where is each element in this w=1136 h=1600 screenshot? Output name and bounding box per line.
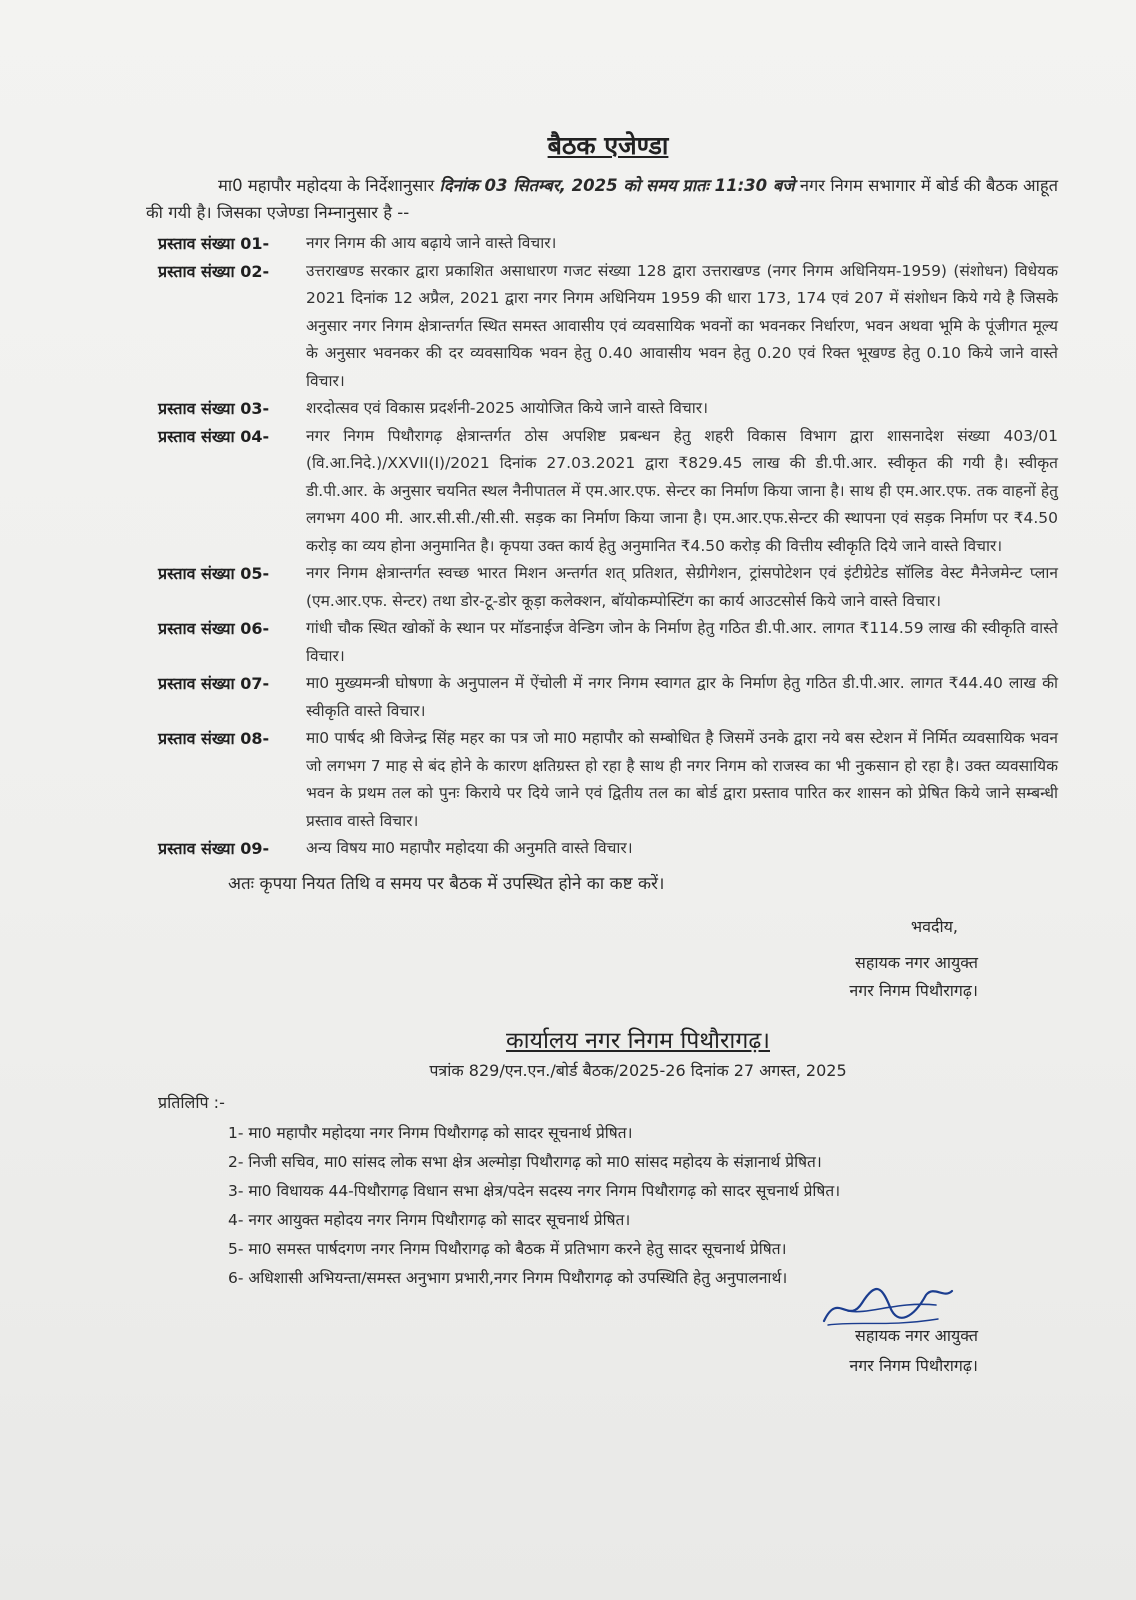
signature-block-2 (158, 1321, 978, 1381)
agenda-item (158, 615, 1058, 670)
document-title: बैठक एजेण्डा (547, 131, 669, 160)
agenda-item (158, 423, 1058, 561)
closing-line: अतः कृपया नियत तिथि व समय पर बैठक में उपस्थित होने का कष्ट करें। (228, 873, 665, 894)
intro-paragraph (146, 172, 1058, 226)
agenda-item-text: गांधी चौक स्थित खोकों के स्थान पर मॉडनाईज वेन्डिग जोन के निर्माण हेतु गठित डी.पी.आर. लागत ₹114.59 लाख की स्वीकृति वास्ते विचार। (306, 619, 1058, 665)
cc-list (228, 1119, 1058, 1293)
signatory-designation: सहायक नगर आयुक्त (855, 952, 978, 972)
signatory-designation-2: सहायक नगर आयुक्त (855, 1325, 978, 1345)
agenda-list (158, 230, 1058, 863)
valediction: भवदीय, (910, 916, 958, 936)
agenda-item-label: प्रस्ताव संख्या 09- (158, 839, 270, 858)
agenda-item-text: उत्तराखण्ड सरकार द्वारा प्रकाशित असाधारण गजट संख्या 128 द्वारा उत्तराखण्ड (नगर निगम अधिनियम-1959) (संशोधन) विधेयक 2021 दिनांक 12 अप्रैल, 2021 द्वारा नगर निगम अधिनियम 1959 की धारा 173, 174 एवं 207 में संशोधन किये गये है जिसके अनुसार नगर निगम क्षेत्रान्तर्गत स्थित समस्त आवासीय एवं व्यवसायिक भवनों का भवनकर निर्धारण, भवन अथवा भूमि के पूंजीगत मूल्य के अनुसार भवनकर की दर व्यवसायिक भवन हेतु 0.40 आवासीय भवन हेतु 0.20 एवं रिक्त भूखण्ड हेतु 0.10 किये जाने वास्ते विचार। (306, 261, 1058, 390)
agenda-item-text: मा0 मुख्यमन्त्री घोषणा के अनुपालन में ऐंचोली में नगर निगम स्वागत द्वार के निर्माण हेतु गठित डी.पी.आर. लागत ₹44.40 लाख की स्वीकृति वास्ते विचार। (306, 674, 1058, 720)
agenda-item-text: नगर निगम की आय बढ़ाये जाने वास्ते विचार। (306, 234, 557, 252)
signatory-office: नगर निगम पिथौरागढ़। (849, 980, 978, 1000)
agenda-item-label: प्रस्ताव संख्या 05- (158, 564, 270, 583)
cc-item: 4- नगर आयुक्त महोदय नगर निगम पिथौरागढ़ को सादर सूचनार्थ प्रेषित। (228, 1210, 631, 1229)
agenda-item (158, 560, 1058, 615)
signatory-office-2: नगर निगम पिथौरागढ़। (849, 1355, 978, 1375)
agenda-item-label: प्रस्ताव संख्या 02- (158, 261, 270, 281)
handwritten-signature (818, 1281, 958, 1329)
agenda-item-label: प्रस्ताव संख्या 01- (158, 234, 270, 253)
meeting-date-time: दिनांक 03 सितम्बर, 2025 को समय प्रातः 11:30 बजे (439, 176, 795, 195)
cc-item: 3- मा0 विधायक 44-पिथौरागढ़ विधान सभा क्षेत्र/पदेन सदस्य नगर निगम पिथौरागढ़ को सादर सूचनार्थ प्रेषित। (228, 1181, 841, 1200)
cc-item: 1- मा0 महापौर महोदया नगर निगम पिथौरागढ़ को सादर सूचनार्थ प्रेषित। (228, 1123, 633, 1142)
office-title: कार्यालय नगर निगम पिथौरागढ़। (506, 1027, 770, 1054)
cc-item: 2- निजी सचिव, मा0 सांसद लोक सभा क्षेत्र अल्मोड़ा पिथौरागढ़ को मा0 सांसद महोदय के संज्ञानार्थ प्रेषित। (228, 1152, 822, 1171)
agenda-item (158, 230, 1058, 258)
cc-item: 6- अधिशासी अभियन्ता/समस्त अनुभाग प्रभारी,नगर निगम पिथौरागढ़ को उपस्थिति हेतु अनुपालनार्थ। (228, 1268, 788, 1287)
agenda-item (158, 725, 1058, 835)
agenda-item-label: प्रस्ताव संख्या 08- (158, 729, 270, 748)
cc-item: 5- मा0 समस्त पार्षदगण नगर निगम पिथौरागढ़ को बैठक में प्रतिभाग करने हेतु सादर सूचनार्थ प्रेषित। (228, 1239, 787, 1258)
agenda-item-label: प्रस्ताव संख्या 04- (158, 426, 270, 446)
cc-label: प्रतिलिपि :- (158, 1092, 225, 1112)
intro-text-1: मा0 महापौर महोदया के निर्देशानुसार (218, 176, 440, 195)
agenda-item (158, 835, 1058, 863)
agenda-item-label: प्रस्ताव संख्या 06- (158, 619, 270, 638)
agenda-item (158, 670, 1058, 725)
agenda-item-text: शरदोत्सव एवं विकास प्रदर्शनी-2025 आयोजित किये जाने वास्ते विचार। (306, 399, 708, 417)
agenda-item-label: प्रस्ताव संख्या 07- (158, 674, 270, 693)
letter-reference: पत्रांक 829/एन.एन./बोर्ड बैठक/2025-26 दिनांक 27 अगस्त, 2025 (429, 1060, 847, 1080)
agenda-item-text: नगर निगम पिथौरागढ़ क्षेत्रान्तर्गत ठोस अपशिष्ट प्रबन्धन हेतु शहरी विकास विभाग द्वारा शासनादेश संख्या 403/01 (वि.आ.निदे.)/XXVII(I)/2021 दिनांक 27.03.2021 द्वारा ₹829.45 लाख की डी.पी.आर. स्वीकृत की गयी है। स्वीकृत डी.पी.आर. के अनुसार चयनित स्थल नैनीपातल में एम.आर.एफ. सेन्टर का निर्माण किया जाना है। साथ ही एम.आर.एफ. तक वाहनों हेतु लगभग 400 मी. आर.सी.सी./सी.सी. सड़क का निर्माण किया जाना है। एम.आर.एफ.सेन्टर की स्थापना एवं सड़क निर्माण पर ₹4.50 करोड़ का व्यय होना अनुमानित है। कृपया उक्त कार्य हेतु अनुमानित ₹4.50 करोड़ की वित्तीय स्वीकृति दिये जाने वास्ते विचार। (306, 426, 1058, 555)
agenda-item-label: प्रस्ताव संख्या 03- (158, 399, 270, 418)
agenda-item-text: नगर निगम क्षेत्रान्तर्गत स्वच्छ भारत मिशन अन्तर्गत शत् प्रतिशत, सेग्रीगेशन, ट्रांसपोटेशन एवं इंटीग्रेटेड सॉलिड वेस्ट मैनेजमेन्ट प्लान (एम.आर.एफ. सेन्टर) तथा डोर-टू-डोर कूड़ा कलेक्शन, बॉयोकम्पोस्टिंग का कार्य आउटसोर्स किये जाने वास्ते विचार। (306, 564, 1058, 610)
agenda-item (158, 395, 1058, 423)
agenda-item-text: मा0 पार्षद श्री विजेन्द्र सिंह महर का पत्र जो मा0 महापौर को सम्बोधित है जिसमें उनके द्वारा नये बस स्टेशन में निर्मित व्यवसायिक भवन जो लगभग 7 माह से बंद होने के कारण क्षतिग्रस्त हो रहा है साथ ही नगर निगम को राजस्व का भी नुकसान हो रहा है। उक्त व्यवसायिक भवन के प्रथम तल को पुनः किराये पर दिये जाने एवं द्वितीय तल का बोर्ड द्वारा प्रस्ताव पारित कर शासन को प्रेषित किये जाने सम्बन्धी प्रस्ताव वास्ते विचार। (306, 729, 1058, 830)
agenda-item (158, 258, 1058, 396)
agenda-item-text: अन्य विषय मा0 महापौर महोदया की अनुमति वास्ते विचार। (306, 839, 633, 857)
intro-text-2: नगर निगम सभागार में बोर्ड की बैठक आहूत की गयी है। जिसका एजेण्डा निम्नानुसार है -- (146, 176, 1059, 222)
signature-block (158, 913, 978, 1005)
